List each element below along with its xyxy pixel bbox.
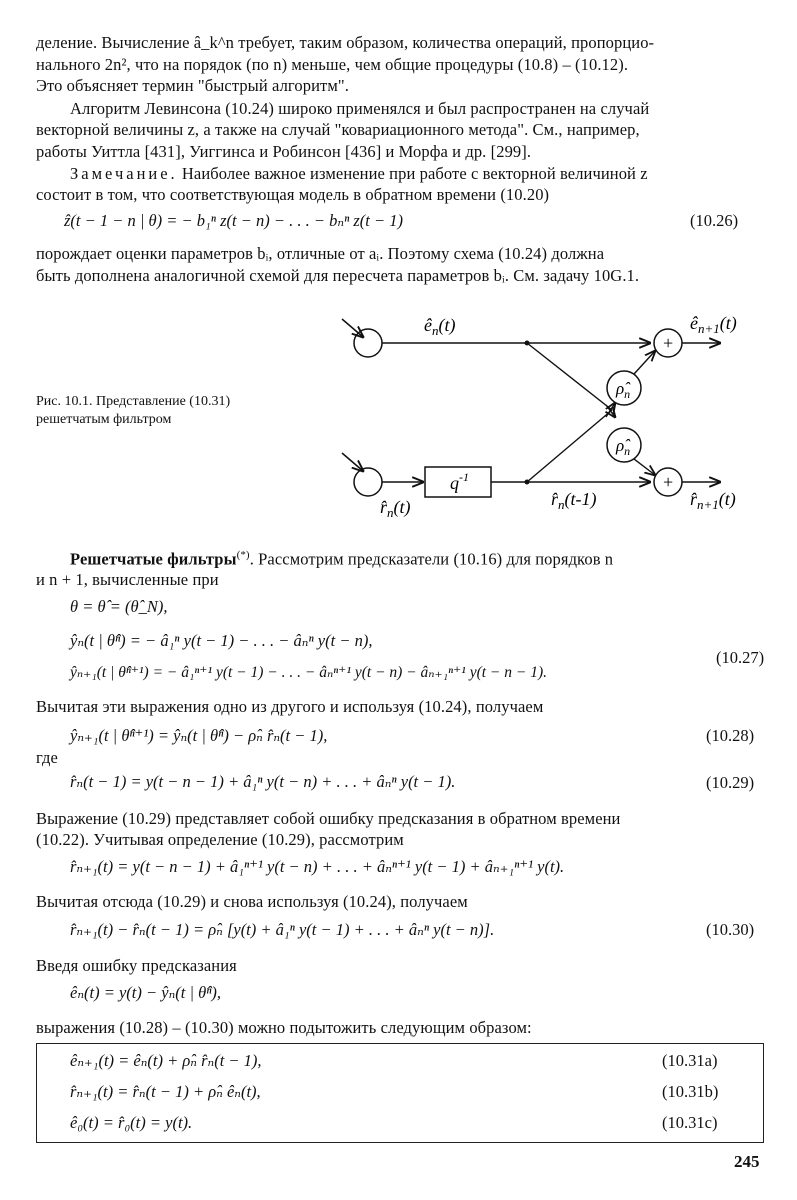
equation-r-n1: r̂ₙ₊₁(t) = y(t − n − 1) + â₁ⁿ⁺¹ y(t − n) + . . . + âₙⁿ⁺¹ y(t − 1) + âₙ₊₁ⁿ⁺¹ y(t). [70, 857, 565, 876]
text-line: Введя ошибку предсказания [36, 956, 237, 975]
label-r-n: $r̂_n(t)$ [380, 497, 411, 520]
text-line: где [36, 748, 58, 767]
section-line [70, 549, 613, 570]
equation-10-31a: êₙ₊₁(t) = êₙ(t) + ρ̂ₙ r̂ₙ(t − 1), [70, 1051, 262, 1070]
input-arrow [342, 453, 363, 471]
text-line: порождает оценки параметров bᵢ, отличные от aᵢ. Поэтому схема (10.24) должна [36, 244, 605, 263]
equation-number: (10.26) [690, 211, 739, 230]
text-line: деление. Вычисление â_k^n требует, таким образом, количества операций, пропорцио- [36, 33, 655, 52]
figure-caption [36, 393, 230, 429]
input-node-top [354, 329, 382, 357]
label-rho-bottom: $\rhô_n$ [616, 436, 631, 458]
equation-theta: θ = θ̂ = (θ̂_N), [70, 597, 168, 616]
equation-number: (10.30) [706, 920, 755, 939]
label-rho-top: $\rhô_n$ [616, 379, 631, 401]
equation-number: (10.27) [716, 648, 765, 667]
figure-caption-line: Рис. 10.1. Представление (10.31) [36, 394, 231, 409]
cross-line [527, 343, 612, 410]
equation-10-28: ŷₙ₊₁(t | θ̂ⁿ⁺¹) = ŷₙ(t | θ̂ⁿ) − ρ̂ₙ r̂ₙ(t − 1), [70, 726, 328, 745]
equation-number: (10.31a) [662, 1051, 718, 1070]
text-line: (10.22). Учитывая определение (10.29), рассмотрим [36, 830, 404, 849]
label-e-n1: $ê_{n+1}(t)$ [690, 313, 737, 336]
footnote-mark: (*) [236, 549, 250, 561]
figure-caption-line: решетчатым фильтром [36, 412, 172, 427]
plus-sign: + [661, 333, 675, 353]
remark-line [70, 164, 648, 184]
section-title: Решетчатые фильтры [70, 549, 237, 569]
label-r-n1: $r̂_{n+1}(t)$ [690, 489, 736, 512]
equation-10-30: r̂ₙ₊₁(t) − r̂ₙ(t − 1) = ρ̂ₙ [y(t) + â₁ⁿ y(t − 1) + . . . + âₙⁿ y(t − n)]. [70, 920, 495, 939]
gain-output-arrow [634, 459, 655, 475]
text-line: выражения (10.28) – (10.30) можно подытожить следующим образом: [36, 1018, 532, 1037]
equation-number: (10.28) [706, 726, 755, 745]
text-line: Это объясняет термин "быстрый алгоритм". [36, 76, 349, 95]
equation-number: (10.31c) [662, 1113, 718, 1132]
cross-line [527, 410, 612, 482]
equation-10-26: ẑ(t − 1 − n | θ) = − b₁ⁿ z(t − n) − . . . − bₙⁿ z(t − 1) [64, 211, 404, 230]
text-line: Алгоритм Левинсона (10.24) широко применялся и был распространен на случай [70, 99, 650, 118]
equation-10-27a: ŷₙ(t | θ̂ⁿ) = − â₁ⁿ y(t − 1) − . . . − âₙⁿ y(t − n), [70, 631, 373, 650]
equation-number: (10.31b) [662, 1082, 719, 1101]
remark-text: Наиболее важное изменение при работе с векторной величиной z [177, 164, 648, 183]
text-line: нального 2n², что на порядок (по n) меньше, чем общие процедуры (10.8) – (10.12). [36, 55, 629, 74]
equation-number: (10.29) [706, 773, 755, 792]
label-e-n: $ê_n(t)$ [424, 315, 456, 338]
label-delay: $q^{-1}$ [450, 470, 469, 493]
equation-10-31b: r̂ₙ₊₁(t) = r̂ₙ(t − 1) + ρ̂ₙ êₙ(t), [70, 1082, 261, 1101]
text-line: и n + 1, вычисленные при [36, 570, 219, 589]
equation-10-31c: ê₀(t) = r̂₀(t) = y(t). [70, 1113, 193, 1132]
text-line: состоит в том, что соответствующая модель в обратном времени (10.20) [36, 185, 550, 204]
equation-10-27b: ŷₙ₊₁(t | θ̂ⁿ⁺¹) = − â₁ⁿ⁺¹ y(t − 1) − . . . − âₙⁿ⁺¹ y(t − n) − âₙ₊₁ⁿ⁺¹ y(t − n − 1). [70, 664, 548, 681]
equation-e-n: êₙ(t) = y(t) − ŷₙ(t | θ̂ⁿ), [70, 983, 222, 1002]
input-node-bottom [354, 468, 382, 496]
text-line: работы Уиттла [431], Уиггинса и Робинсон [436] и Морфа и др. [299]. [36, 142, 532, 161]
text-line: Вычитая отсюда (10.29) и снова используя (10.24), получаем [36, 892, 468, 911]
remark-word: Замечание. [70, 164, 178, 183]
gain-output-arrow [634, 351, 655, 374]
equation-10-29: r̂ₙ(t − 1) = y(t − n − 1) + â₁ⁿ y(t − n) + . . . + âₙⁿ y(t − 1). [70, 772, 456, 791]
text-line: быть дополнена аналогичной схемой для пересчета параметров bᵢ. См. задачу 10G.1. [36, 266, 640, 285]
text-line: Вычитая эти выражения одно из другого и используя (10.24), получаем [36, 697, 544, 716]
input-arrow [342, 319, 363, 337]
text-line: Выражение (10.29) представляет собой ошибку предсказания в обратном времени [36, 809, 621, 828]
page-number: 245 [734, 1152, 760, 1171]
section-text: . Рассмотрим предсказатели (10.16) для порядков n [249, 549, 614, 569]
plus-sign: + [661, 472, 675, 492]
lattice-filter-diagram [320, 305, 770, 530]
text-line: векторной величины z, а также на случай "ковариационного метода". См., например, [36, 120, 640, 139]
label-r-n-delay: $r̂_n(t-1)$ [551, 489, 597, 512]
